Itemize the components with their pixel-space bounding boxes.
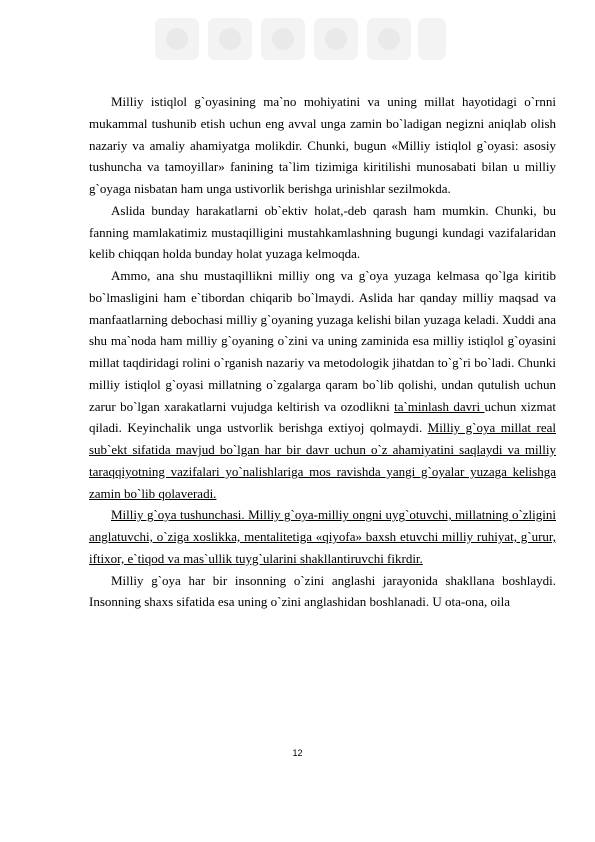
paragraph-3-underlined-sentence: Milliy g`oya millat real sub`ekt sifatida mavjud bo`lgan har bir davr uchun o`z ahamiyatini saqlaydi va milliy taraqqiyotning vazifalari yo`nalishlariga mos ravishda yangi g`oyalar yuzaga kelishga zamin bo`lib qolaveradi. xyxy=(89,420,556,501)
document-body xyxy=(89,91,556,613)
paragraph-3-text-a: Ammo, ana shu mustaqillikni milliy ong va g`oya yuzaga kelmasa qo`lga kiritib bo`lmasligini ham e`tibordan chiqarib bo`lmaydi. Aslida har qanday milliy maqsad va manfaatlarning debochasi milliy g`oyaning yuzaga kelishi bilan yuzaga keladi. Xuddi ana shu ma`noda ham milliy g`oyaning o`zini va uning zaminida esa milliy istiqlol g`oyasini millat taqdiridagi rolini o`rganish nazariy va metodologik jihatdan to`g`ri bo`ladi. Chunki milliy istiqlol g`oyasi millatning o`zgalarga qaram bo`lib qolishi, undan qutulish uchun zarur bo`lgan xarakatlarni vujudga keltirish va ozodlikni xyxy=(89,268,556,414)
paragraph-3 xyxy=(89,265,556,504)
paragraph-3-text-b: uchun xizmat qiladi. Keyinchalik unga ustvorlik berishga extiyoj qolmaydi. xyxy=(89,398,556,436)
paragraph-4 xyxy=(89,504,556,569)
watermark-graphic-icon xyxy=(150,8,450,68)
paragraph-5 xyxy=(89,570,556,614)
paragraph-1-text: Milliy istiqlol g`oyasining ma`no mohiyatini va uning millat hayotidagi o`rnni mukammal tushunib etish uchun eng avval unga zamin bo`ladigan negizni aniqlab olish nazariy va amaliy ahamiyatga molikdir. Chunki, bugun «Milliy istiqlol g`oyasi: asosiy tushuncha va tamoyillar» fanining ta`lim tizimiga kiritilishi munosabati bilan u milliy g`oyaga nisbatan ham unga ustivorlik berishga urinishlar sezilmokda. xyxy=(89,94,556,196)
paragraph-2-text: Aslida bunday harakatlarni ob`ektiv holat,-deb qarash ham mumkin. Chunki, bu fanning mamlakatimiz mustaqilligini mustahkamlashning bugungi kundagi vazifalaridan kelib chiqqan holda bunday holat yuzaga kelmoqda. xyxy=(89,202,556,262)
paragraph-1 xyxy=(89,91,556,200)
paragraph-2 xyxy=(89,200,556,265)
page-number: 12 xyxy=(292,748,303,758)
paragraph-3-underlined-phrase: ta`minlash davri xyxy=(394,398,485,414)
paragraph-5-text: Milliy g`oya har bir insonning o`zini anglashi jarayonida shakllana boshlaydi. Insonning shaxs sifatida esa uning o`zini anglashidan boshlanadi. U ota-ona, oila xyxy=(89,572,556,610)
paragraph-4-underlined-definition: Milliy g`oya tushunchasi. Milliy g`oya-milliy ongni uyg`otuvchi, millatning o`zligini anglatuvchi, o`ziga xoslikka, mentalitetiga «qiyofa» baxsh etuvchi milliy ruhiyat, g`urur, iftixor, e`tiqod va mas`ullik tuyg`ularini shakllantiruvchi fikrdir. xyxy=(89,507,556,566)
